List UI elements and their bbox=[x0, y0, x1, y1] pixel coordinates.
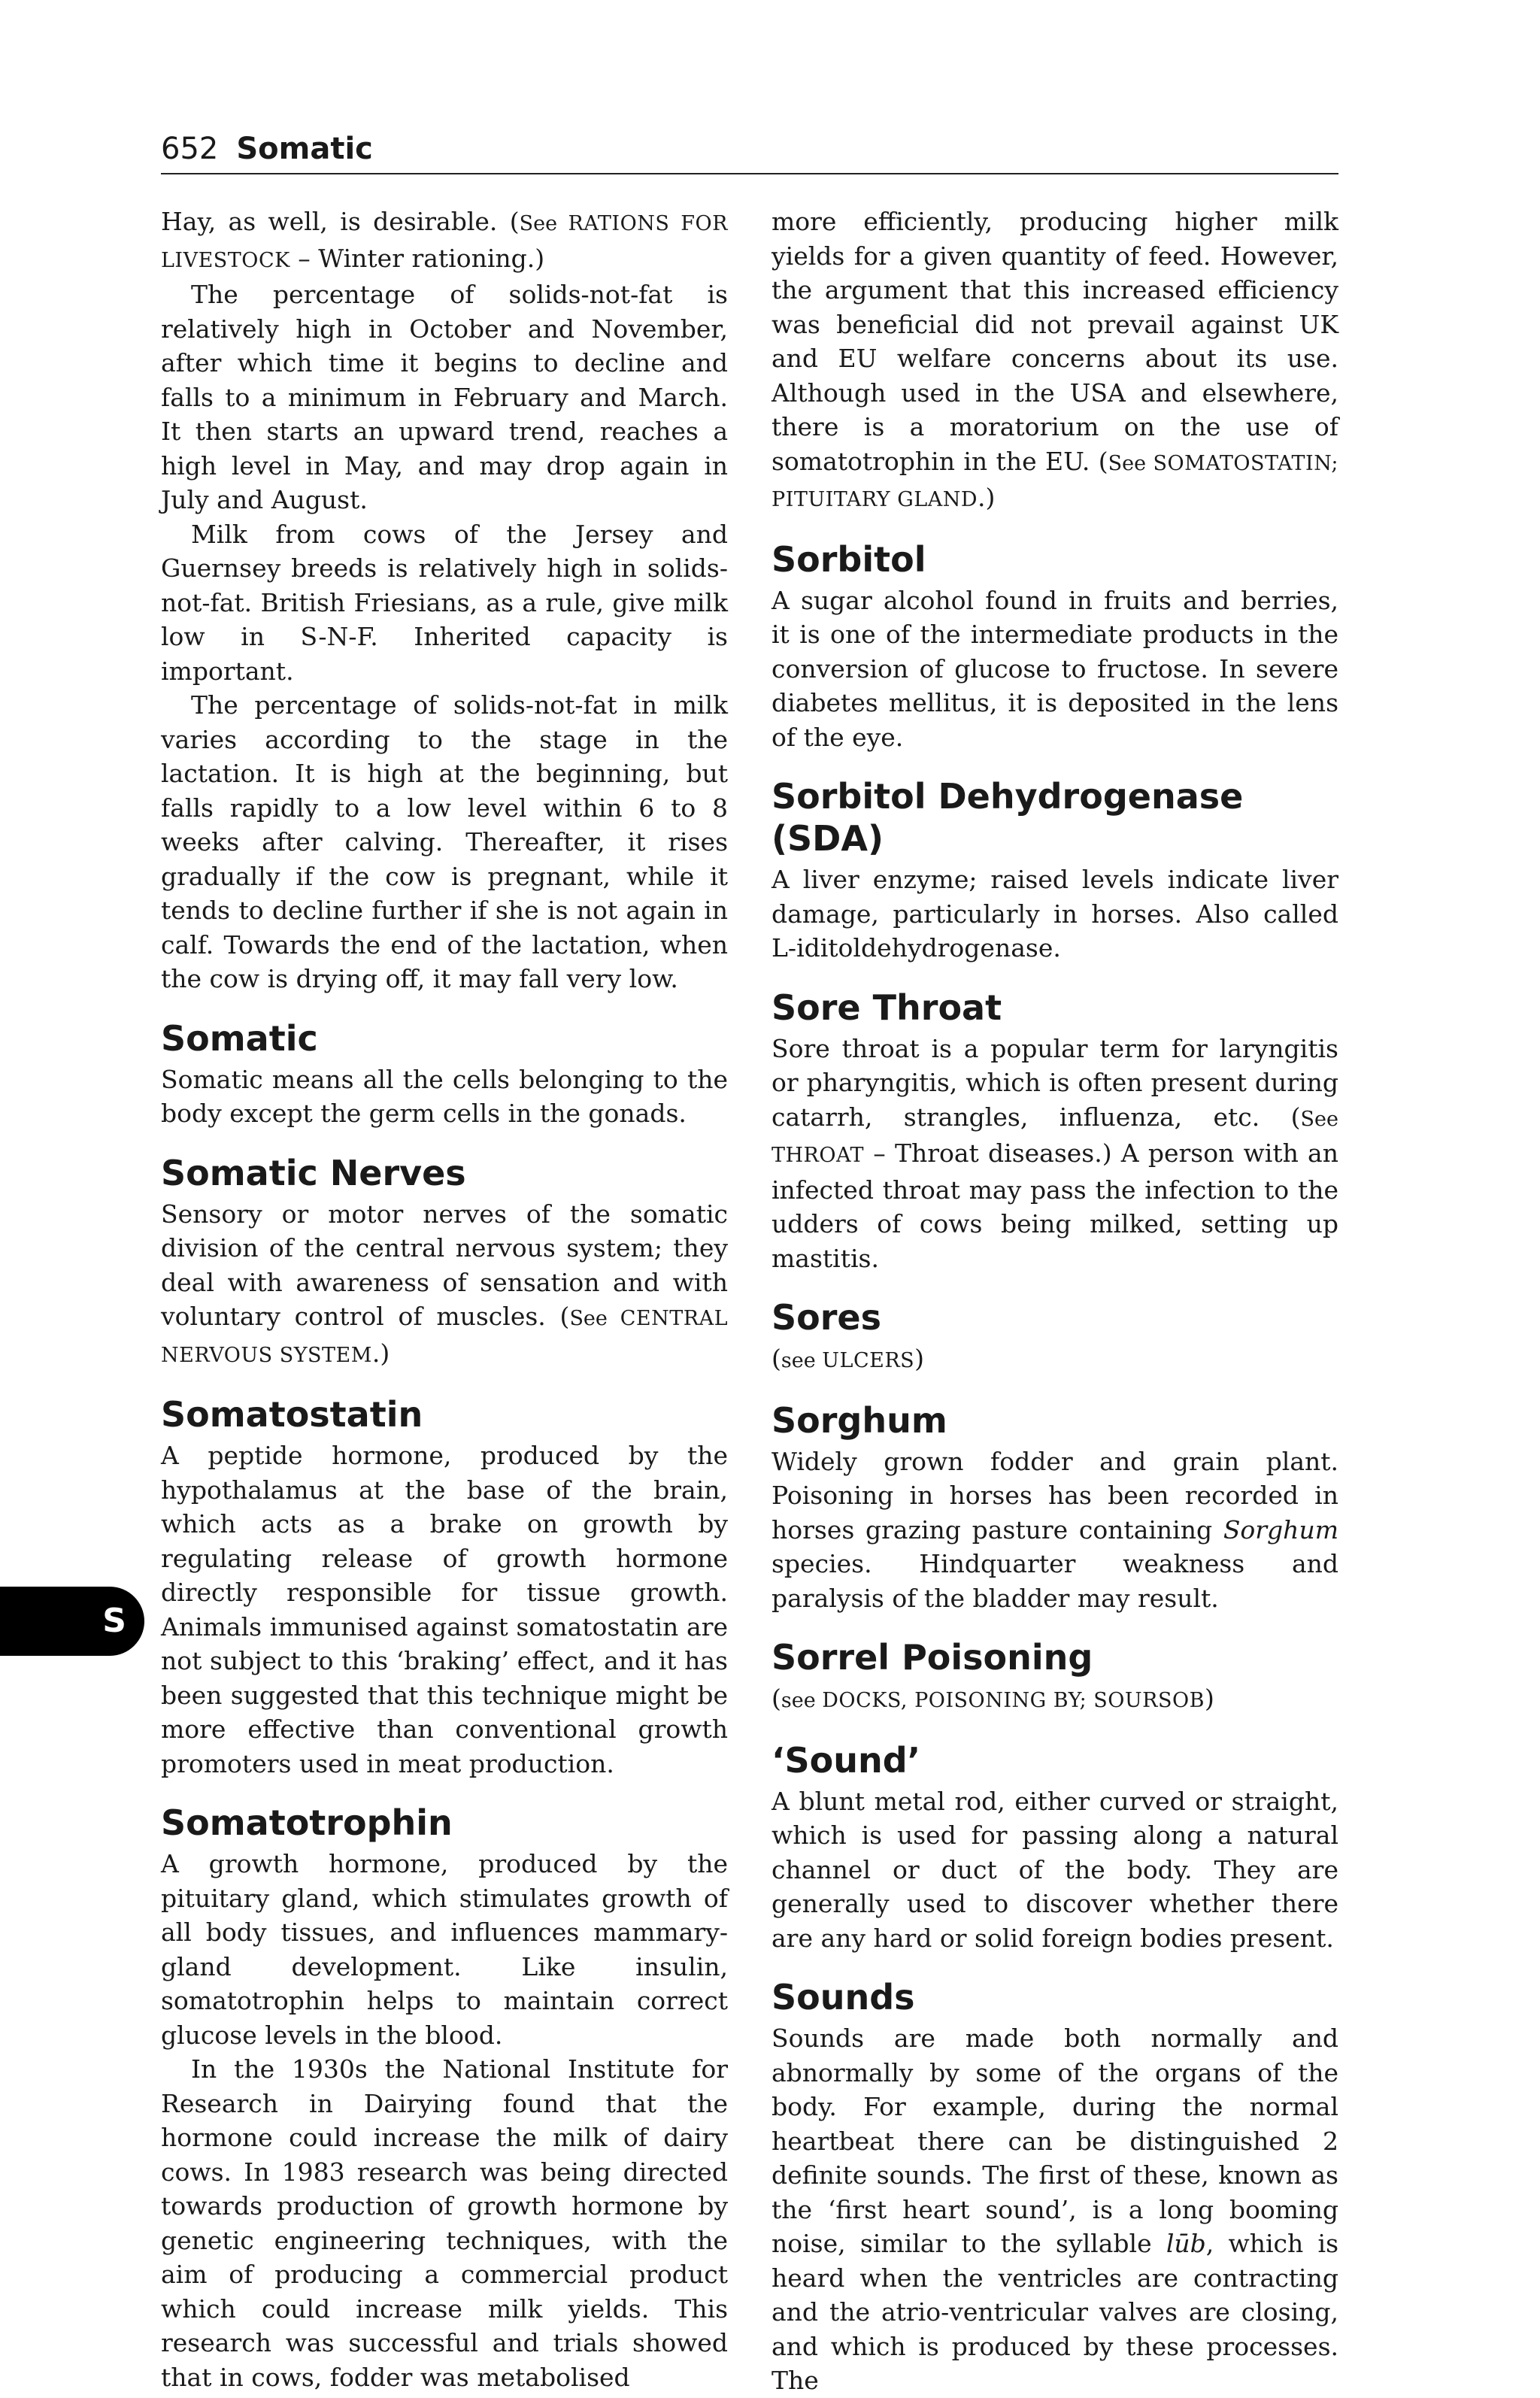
entry-title-sores: Sores bbox=[772, 1297, 881, 1338]
entry-title-somatotrophin: Somatotrophin bbox=[161, 1802, 453, 1843]
cross-reference: RATIONS FOR LIVESTOCK bbox=[161, 212, 728, 272]
entry-body-sorbitol: A sugar alcohol found in fruits and berries, it is one of the intermediate products in the conversion of glucose to fructose. In severe diabetes mellitus, it is deposited in the lens of the eye. bbox=[772, 585, 1338, 752]
entry-body-somatotrophin-research: In the 1930s the National Institute for Research in Dairying found that the hormone could increase the milk of dairy cows. In 1983 research was being directed towards production of growth hormone by genetic engineering techniques, with the aim of producing a commercial product which could increase milk yields. This research was successful and trials showed that in cows, fodder was metabolised bbox=[161, 2054, 728, 2392]
paragraph-lactation: The percentage of solids-not-fat in milk varies according to the stage in the lactation. It is high at the beginning, but falls rapidly to a low level within 6 to 8 weeks after calving. Thereafter, it rises gradually if the cow is pregnant, while it tends to decline further if she is not again in calf. Towards the end of the lactation, when the cow is drying off, it may fall very low. bbox=[161, 690, 728, 993]
paragraph-text: , which is heard when the ventricles are contracting and the atrio-ventricular valves are closing, and which is produced by these processes. The bbox=[772, 2229, 1338, 2395]
italic-term: Sorghum bbox=[1223, 1514, 1338, 1545]
see-label: see bbox=[781, 1689, 823, 1712]
header-rule bbox=[161, 173, 1338, 174]
cross-reference: ULCERS bbox=[822, 1349, 915, 1372]
paragraph-breeds: Milk from cows of the Jersey and Guernsey breeds is relatively high in solids-not-fat. British Friesians, as a rule, give milk low in S-N-F. Inherited capacity is important. bbox=[161, 519, 728, 686]
paragraph-text: species. Hindquarter weakness and paralysis of the bladder may result. bbox=[772, 1549, 1338, 1613]
cross-reference: SOMATOSTATIN; PITUITARY GLAND bbox=[772, 451, 1338, 511]
right-column bbox=[772, 205, 1338, 2398]
page-number: 652 bbox=[161, 132, 219, 166]
running-head bbox=[161, 126, 1338, 171]
paragraph-text: Sore throat is a popular term for laryngitis or pharyngitis, which is often present during catarrh, strangles, influenza, etc. ( bbox=[772, 1033, 1338, 1132]
see-label: See bbox=[1300, 1107, 1338, 1131]
paragraph-solids-seasonal: The percentage of solids-not-fat is relatively high in October and November, after which time it begins to decline and falls to a minimum in February and March. It then starts an upward trend, reaches a high level in May, and may drop again in July and August. bbox=[161, 280, 728, 514]
paragraph-text: Sounds are made both normally and abnormally by some of the organs of the body. For example, during the normal heartbeat there can be distinguished 2 definite sounds. The first of these, known as the ‘first heart sound’, is a long booming noise, similar to the syllable bbox=[772, 2024, 1338, 2258]
entry-body-sores: (see ULCERS) bbox=[772, 1344, 925, 1373]
cross-reference: DOCKS, POISONING BY; SOURSOB bbox=[822, 1689, 1205, 1712]
entry-body-somatic: Somatic means all the cells belonging to the body except the germ cells in the gonads. bbox=[161, 1064, 728, 1128]
entry-body-sore-throat bbox=[772, 1032, 1338, 1276]
paragraph-hay bbox=[161, 205, 728, 277]
entry-title-sounds: Sounds bbox=[772, 1977, 915, 2018]
entry-body-sorbitol-dehydrogenase: A liver enzyme; raised levels indicate liver damage, particularly in horses. Also called L-iditoldehydrogenase. bbox=[772, 865, 1338, 963]
thumb-index-tab bbox=[0, 1587, 144, 1656]
left-column bbox=[161, 205, 728, 2394]
entry-title-somatic-nerves: Somatic Nerves bbox=[161, 1152, 466, 1193]
entry-body-sound: A blunt metal rod, either curved or straight, which is used for passing along a natural channel or duct of the body. They are generally used to discover whether there are any hard or solid foreign bodies present. bbox=[772, 1786, 1338, 1953]
see-label: See bbox=[519, 212, 568, 235]
paragraph-text: .) bbox=[977, 483, 996, 512]
paragraph-text: Widely grown fodder and grain plant. Poisoning in horses has been recorded in horses grazing pasture containing bbox=[772, 1446, 1338, 1545]
entry-body-somatic-nerves bbox=[161, 1197, 728, 1373]
thumb-index-letter: S bbox=[102, 1602, 126, 1640]
paragraph-continued bbox=[772, 205, 1338, 517]
entry-title-sorbitol: Sorbitol bbox=[772, 538, 926, 580]
entry-body-somatotrophin: A growth hormone, produced by the pituitary gland, which stimulates growth of all body tissues, and influences mammary-gland development. Like insulin, somatotrophin helps to maintain correct glucose levels in the blood. bbox=[161, 1849, 728, 2050]
paragraph-text: Sensory or motor nerves of the somatic division of the central nervous system; they deal with awareness of sensation and with voluntary control of muscles. ( bbox=[161, 1199, 728, 1331]
cross-reference: THROAT bbox=[772, 1144, 865, 1167]
entry-title-somatostatin: Somatostatin bbox=[161, 1394, 423, 1435]
see-label: See bbox=[1108, 451, 1153, 475]
see-label: see bbox=[781, 1349, 823, 1372]
running-head-title: Somatic bbox=[236, 132, 373, 166]
entry-body-sorghum bbox=[772, 1445, 1338, 1616]
paragraph-text: Hay, as well, is desirable. ( bbox=[161, 207, 520, 236]
entry-title-sound: ‘Sound’ bbox=[772, 1739, 921, 1781]
italic-term: lūb bbox=[1166, 2229, 1206, 2258]
entry-title-sore-throat: Sore Throat bbox=[772, 987, 1002, 1028]
paragraph-text: – Winter rationing.) bbox=[290, 243, 545, 273]
entry-body-sounds bbox=[772, 2021, 1338, 2398]
entry-title-somatic: Somatic bbox=[161, 1017, 318, 1059]
entry-title-sorrel-poisoning: Sorrel Poisoning bbox=[772, 1637, 1093, 1678]
cross-reference: CENTRAL NERVOUS SYSTEM bbox=[161, 1307, 729, 1367]
entry-title-sorghum: Sorghum bbox=[772, 1399, 947, 1441]
entry-body-somatostatin: A peptide hormone, produced by the hypothalamus at the base of the brain, which acts as a brake on growth by regulating release of growth hormone directly responsible for tissue growth. Animals immunised against somatostatin are not subject to this ‘braking’ effect, and it has been suggested that this technique might be more effective than conventional growth promoters used in meat production. bbox=[161, 1441, 728, 1778]
entry-title-sorbitol-dehydrogenase: Sorbitol Dehydrogenase (SDA) bbox=[772, 776, 1244, 859]
entry-body-sorrel-poisoning: (see DOCKS, POISONING BY; SOURSOB) bbox=[772, 1684, 1214, 1713]
see-label: See bbox=[569, 1307, 620, 1330]
paragraph-text: more efficiently, producing higher milk yields for a given quantity of feed. However, the argument that this increased efficiency was beneficial did not prevail against UK and EU welfare concerns about its use. Although used in the USA and elsewhere, there is a moratorium on the use of somatotrophin in the EU. ( bbox=[772, 207, 1338, 476]
paragraph-text: – Throat diseases.) A person with an infected throat may pass the infection to the udders of cows being milked, setting up mastitis. bbox=[772, 1138, 1338, 1273]
paragraph-text: .) bbox=[371, 1338, 390, 1368]
